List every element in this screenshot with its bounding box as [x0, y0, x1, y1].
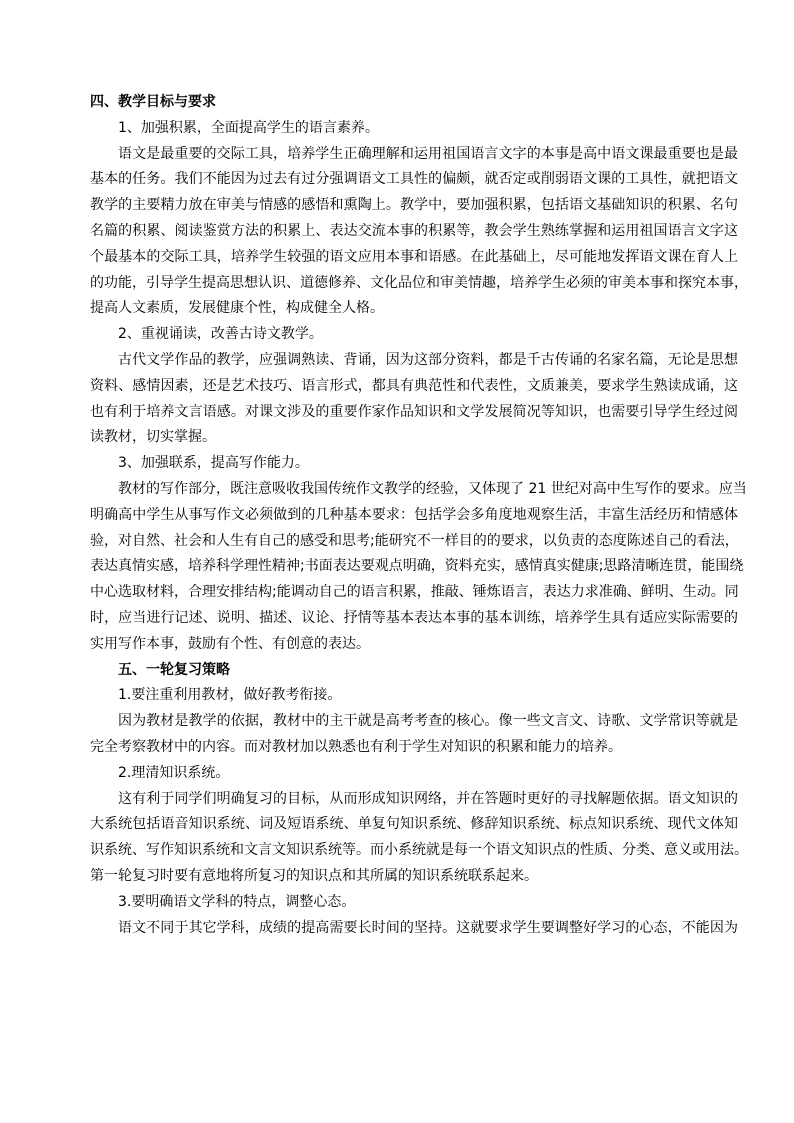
paragraph-line: 因为教材是教学的依据，教材中的主干就是高考考查的核心。像一些文言文、诗歌、文学常识等就是 [118, 713, 738, 730]
paragraph-line: 中心选取材料，合理安排结构;能调动自己的语言积累，推敲、锤炼语言，表达力求准确、鲜明、生动。同 [90, 584, 739, 601]
subheading-1: 1、加强积累，全面提高学生的语言素养。 [118, 119, 379, 136]
paragraph-line: 名篇的积累、阅读鉴赏方法的积累上、表达交流本事的积累等，教会学生熟练掌握和运用祖国语言文字这 [90, 222, 738, 239]
subheading-5-1: 1.要注重利用教材，做好教考衔接。 [118, 687, 342, 704]
paragraph-line: 读教材，切实掌握。 [90, 429, 216, 446]
section-heading-4: 四、教学目标与要求 [90, 94, 216, 110]
paragraph-line: 基本的任务。我们不能因为过去有过分强调语文工具性的偏颇，就否定或削弱语文课的工具性，就把语文 [90, 171, 738, 188]
subheading-3: 3、加强联系，提高写作能力。 [118, 455, 309, 472]
subheading-5-3: 3.要明确语文学科的特点，调整心态。 [118, 893, 356, 910]
paragraph-line: 教材的写作部分，既注意吸收我国传统作文教学的经验，又体现了 21 世纪对高中生写作的要求。应当 [118, 480, 747, 497]
paragraph-line: 个最基本的交际工具，培养学生较强的语文应用本事和语感。在此基础上，尽可能地发挥语文课在育人上 [90, 248, 738, 265]
paragraph-line: 语文不同于其它学科，成绩的提高需要长时间的坚持。这就要求学生要调整好学习的心态，不能因为 [118, 919, 738, 936]
paragraph-line: 表达真情实感，培养科学理性精神;书面表达要观点明确，资料充实，感情真实健康;思路清晰连贯，能围绕 [90, 558, 744, 575]
paragraph-line: 第一轮复习时要有意地将所复习的知识点和其所属的知识系统联系起来。 [90, 867, 538, 884]
paragraph-line: 验，对自然、社会和人生有自己的感受和思考;能研究不一样目的的要求，以负责的态度陈述自己的看法， [90, 532, 739, 549]
paragraph-line: 的功能，引导学生提高思想认识、道德修养、文化品位和审美情趣，培养学生必须的审美本事和探究本事， [90, 274, 748, 291]
section-heading-5: 五、一轮复习策略 [118, 661, 230, 678]
document-page [90, 94, 748, 945]
paragraph-line: 完全考察教材中的内容。而对教材加以熟悉也有利于学生对知识的积累和能力的培养。 [90, 738, 622, 755]
paragraph-line: 时，应当进行记述、说明、描述、议论、抒情等基本表达本事的基本训练，培养学生具有适应实际需要的 [90, 609, 738, 626]
paragraph-line: 识系统、写作知识系统和文言文知识系统等。而小系统就是每一个语文知识点的性质、分类、意义或用法。 [90, 842, 748, 859]
paragraph-line: 这有利于同学们明确复习的目标，从而形成知识网络，并在答题时更好的寻找解题依据。语文知识的 [118, 790, 738, 807]
paragraph-line: 教学的主要精力放在审美与情感的感悟和熏陶上。教学中，要加强积累，包括语文基础知识的积累、名句 [90, 197, 738, 214]
paragraph-line: 大系统包括语音知识系统、词及短语系统、单复句知识系统、修辞知识系统、标点知识系统、现代文体知 [90, 816, 738, 833]
paragraph-line: 提高人文素质，发展健康个性，构成健全人格。 [90, 300, 384, 317]
paragraph-line: 资料、感情因素，还是艺术技巧、语言形式，都具有典范性和代表性，文质兼美，要求学生熟读成诵，这 [90, 377, 738, 394]
paragraph-line: 语文是最重要的交际工具，培养学生正确理解和运用祖国语言文字的本事是高中语文课最重要也是最 [118, 145, 738, 162]
subheading-5-2: 2.理清知识系统。 [118, 764, 230, 781]
paragraph-line: 明确高中学生从事写作文必须做到的几种基本要求：包括学会多角度地观察生活，丰富生活经历和情感体 [90, 506, 738, 523]
subheading-2: 2、重视诵读，改善古诗文教学。 [118, 326, 323, 343]
paragraph-line: 古代文学作品的教学，应强调熟读、背诵，因为这部分资料，都是千古传诵的名家名篇，无论是思想 [118, 351, 738, 368]
paragraph-line: 也有利于培养文言语感。对课文涉及的重要作家作品知识和文学发展简况等知识，也需要引导学生经过阅 [90, 403, 738, 420]
paragraph-line: 实用写作本事，鼓励有个性、有创意的表达。 [90, 635, 370, 652]
